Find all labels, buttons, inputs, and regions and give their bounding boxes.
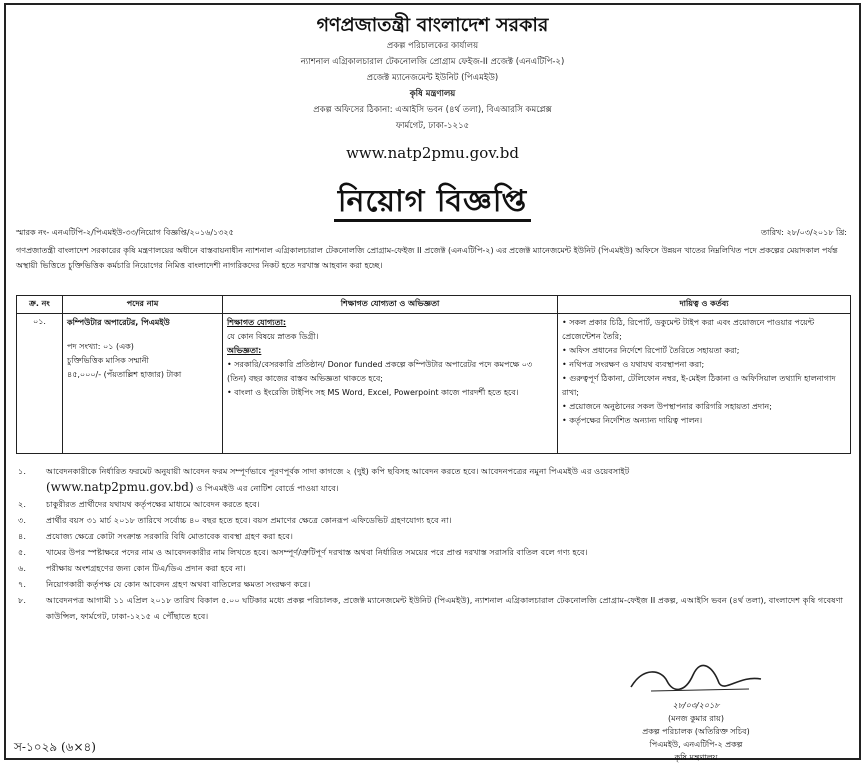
notice-date: তারিখ: ২৮/০৩/২০১৮ খ্রি:: [761, 228, 847, 237]
item-text: চাকুরীরত প্রার্থীদের যথাযথ কর্তৃপক্ষের মাধ্যমে আবেদন করতে হবে।: [46, 499, 260, 509]
government-heading: গণপ্রজাতন্ত্রী বাংলাদেশ সরকার: [316, 14, 549, 36]
list-item: [16, 560, 847, 576]
post-cell: [63, 314, 223, 454]
col-qualification: শিক্ষাগত যোগ্যতা ও অভিজ্ঞতা: [223, 296, 558, 314]
address-line-2: ফার্মগেট, ঢাকা-১২১৫: [395, 121, 470, 131]
vacancy-table: [16, 295, 851, 454]
item-text: প্রার্থীর বয়স ৩১ মার্চ ২০১৮ তারিখে সর্বোচ্চ ৪০ বছর হতে হবে। বয়স প্রমাণের ক্ষেত্রে কোনরূপ এফিডেভিট গ্রহণযোগ্য হবে না।: [46, 515, 452, 525]
signature-image: [621, 663, 771, 697]
table-header-row: [17, 296, 851, 314]
signature-date: ২৮/০৩/২০১৮: [672, 701, 720, 710]
item-text: আবেদনপত্র আগামী ১১ এপ্রিল ২০১৮ তারিখ বিকাল ৫.০০ ঘটিকার মধ্যে প্রকল্প পরিচালক, প্রজেক্ট ম্যানেজমেন্ট ইউনিট (পিএমইউ), ন্যাশনাল এগ্রিকালচারাল টেকনোলজি প্রোগ্রাম-ফেইজ II প্রকল্প, এআইসি ভবন (৪র্থ তলা), বাংলাদেশ কৃষি গবেষণা কাউন্সিল, ফার্মগেট, ঢাকা-১২১৫ এ পৌঁছাতে হবে।: [46, 595, 843, 621]
notice-page: [4, 3, 861, 760]
qualification-cell: [223, 314, 558, 454]
salary-line-1: চুক্তিভিত্তিক মাসিক সম্মানী: [67, 356, 149, 365]
duty-item: • সকল প্রকার চিঠি, রিপোর্ট, ডকুমেন্ট টাইপ করা এবং প্রয়োজনে পাওয়ার পয়েন্ট প্রেজেন্টেশন তৈরি;: [562, 316, 846, 344]
list-item: [16, 544, 847, 560]
serial-cell: ০১.: [17, 314, 63, 454]
item-number: ৫.: [18, 547, 26, 557]
experience-item: • বাংলা ও ইংরেজি টাইপিং সহ MS Word, Excel, Powerpoint কাজে পারদর্শী হতে হবে।: [227, 386, 553, 400]
experience-item: • সরকারি/বেসরকারি প্রতিষ্ঠান/ Donor funded প্রকল্পে কম্পিউটার অপারেটর পদে কমপক্ষে ০৩ (তিন) বছর কাজের বাস্তব অভিজ্ঞতা থাকতে হবে;: [227, 358, 553, 386]
website-reference: (www.natp2pmu.gov.bd): [46, 480, 194, 494]
list-item: [16, 496, 847, 512]
project-line: ন্যাশনাল এগ্রিকালচারাল টেকনোলজি প্রোগ্রাম ফেইজ-II প্রজেক্ট (এনএটিপি-২): [300, 57, 565, 67]
list-item: [16, 592, 847, 624]
salary-line-2: ৪৫,০০০/- (পঁয়তাল্লিশ হাজার) টাকা: [67, 370, 182, 379]
post-count: পদ সংখ্যা: ০১ (এক): [67, 342, 134, 351]
notice-title-text: নিয়োগ বিজ্ঞপ্তি: [334, 184, 531, 222]
notice-title: [6, 177, 859, 228]
qualification-heading: শিক্ষাগত যোগ্যতা:: [227, 318, 287, 327]
duty-item: • নথিপত্র সংরক্ষণ ও যথাযথ ব্যবস্থাপনা করা;: [562, 358, 846, 372]
list-item: [16, 576, 847, 592]
memo-number: স্মারক নং- এনএটিপি-২/পিএমইউ-৩৩/নিয়োগ বিজ্ঞপ্তি/২০১৬/১৩২৫: [16, 228, 234, 237]
item-text-tail: ও পিএমইউ এর নোটিশ বোর্ডে পাওয়া যাবে।: [196, 483, 339, 493]
post-title: কম্পিউটার অপারেটর, পিএমইউ: [67, 318, 170, 327]
signatory-designation: প্রকল্প পরিচালক (অতিরিক্ত সচিব): [642, 727, 750, 736]
list-item: [16, 512, 847, 528]
list-item: [16, 463, 847, 496]
signatory-name: (মনজ কুমার রায়): [668, 714, 724, 723]
item-text: আবেদনকারীকে নির্ধারিত ফরমেট অনুযায়ী আবেদন ফরম সম্পূর্ণভাবে পূরণপূর্বক সাদা কাগজে ২ (দুই) কপি ছবিসহ আবেদন করতে হবে। আবেদনপত্রের নমুনা পিএমইউ এর ওয়েবসাইট: [46, 466, 630, 476]
signatory-ministry: কৃষি মন্ত্রণালয়: [674, 753, 718, 762]
item-text: নিয়োগকারী কর্তৃপক্ষ যে কোন আবেদন গ্রহণ অথবা বাতিলের ক্ষমতা সংরক্ষণ করে।: [46, 579, 311, 589]
item-number: ৪.: [18, 531, 26, 541]
qualification-text: যে কোন বিষয়ে স্নাতক ডিগ্রী।: [227, 332, 319, 341]
col-serial: ক্র. নং: [17, 296, 63, 314]
col-post: পদের নাম: [63, 296, 223, 314]
duty-item: • প্রয়োজনে অনুষ্ঠানের সকল উপস্থাপনার কারিগরি সহায়তা প্রদান;: [562, 400, 846, 414]
ministry-line: কৃষি মন্ত্রণালয়: [409, 89, 456, 99]
duty-item: • কর্তৃপক্ষের নির্দেশিত অন্যান্য দায়িত্ব পালন।: [562, 414, 846, 428]
experience-heading: অভিজ্ঞতা:: [227, 346, 262, 355]
item-text: খামের উপর স্পষ্টাক্ষরে পদের নাম ও আবেদনকারীর নাম লিখতে হবে। অসম্পূর্ণ/ত্রুটিপূর্ণ দরখাস্ত অথবা নির্ধারিত সময়ের পরে প্রাপ্ত দরখাস্ত সরাসরি বাতিল বলে গণ্য হবে।: [46, 547, 588, 557]
col-duties: দায়িত্ব ও কর্তব্য: [558, 296, 851, 314]
item-text: প্রযোজ্য ক্ষেত্রে কোটা সংক্রান্ত সরকারি বিধি মোতাবেক ব্যবস্থা গ্রহণ করা হবে।: [46, 531, 293, 541]
intro-paragraph: গণপ্রজাতন্ত্রী বাংলাদেশ সরকারের কৃষি মন্ত্রণালয়ের অধীনে বাস্তবায়নাধীন ন্যাশনাল এগ্রিকালচারাল টেকনোলজি প্রোগ্রাম-ফেইজ II প্রজেক্ট (এনএটিপি-২) এর প্রজেক্ট ম্যানেজমেন্ট ইউনিট (পিএমইউ) অফিসে উন্নয়ন খাতের নিম্নলিখিত পদে প্রকল্পের মেয়াদকাল পর্যন্ত অস্থায়ী ভিত্তিতে চুক্তিভিত্তিক কর্মচারি নিয়োগের নিমিত্ত বাংলাদেশী নাগরিকদের নিকট হতে দরখাস্ত আহবান করা হচ্ছে।: [16, 246, 838, 270]
signature-block: [581, 663, 811, 764]
duty-item: • গুরুত্বপূর্ণ ঠিকানা, টেলিফোন নম্বর, ই-মেইল ঠিকানা ও অফিসিয়াল তথ্যাদি হালনাগাদ রাখা;: [562, 372, 846, 400]
item-text: পরীক্ষায় অংশগ্রহণের জন্য কোন টিএ/ডিএ প্রদান করা হবে না।: [46, 563, 246, 573]
duty-item: • অফিস প্রধানের নির্দেশে রিপোর্ট তৈরিতে সহায়তা করা;: [562, 344, 846, 358]
item-number: ১.: [18, 466, 26, 476]
item-number: ২.: [18, 499, 26, 509]
item-number: ৭.: [18, 579, 26, 589]
duties-cell: [558, 314, 851, 454]
list-item: [16, 528, 847, 544]
website-url: www.natp2pmu.gov.bd: [346, 144, 519, 162]
table-row: [17, 314, 851, 454]
item-number: ৩.: [18, 515, 26, 525]
office-line: প্রকল্প পরিচালকের কার্যালয়: [386, 41, 479, 51]
address-line-1: প্রকল্প অফিসের ঠিকানা: এআইসি ভবন (৪র্থ তলা), বিএআরসি কমপ্লেক্স: [313, 105, 552, 115]
signatory-project: পিএমইউ, এনএটিপি-২ প্রকল্প: [649, 740, 743, 749]
terms-list: [16, 463, 847, 624]
item-number: ৮.: [18, 595, 26, 605]
print-code: স-১০২৯ (৬×৪): [14, 740, 96, 754]
item-number: ৬.: [18, 563, 26, 573]
pmu-line: প্রজেক্ট ম্যানেজমেন্ট ইউনিট (পিএমইউ): [366, 73, 499, 83]
